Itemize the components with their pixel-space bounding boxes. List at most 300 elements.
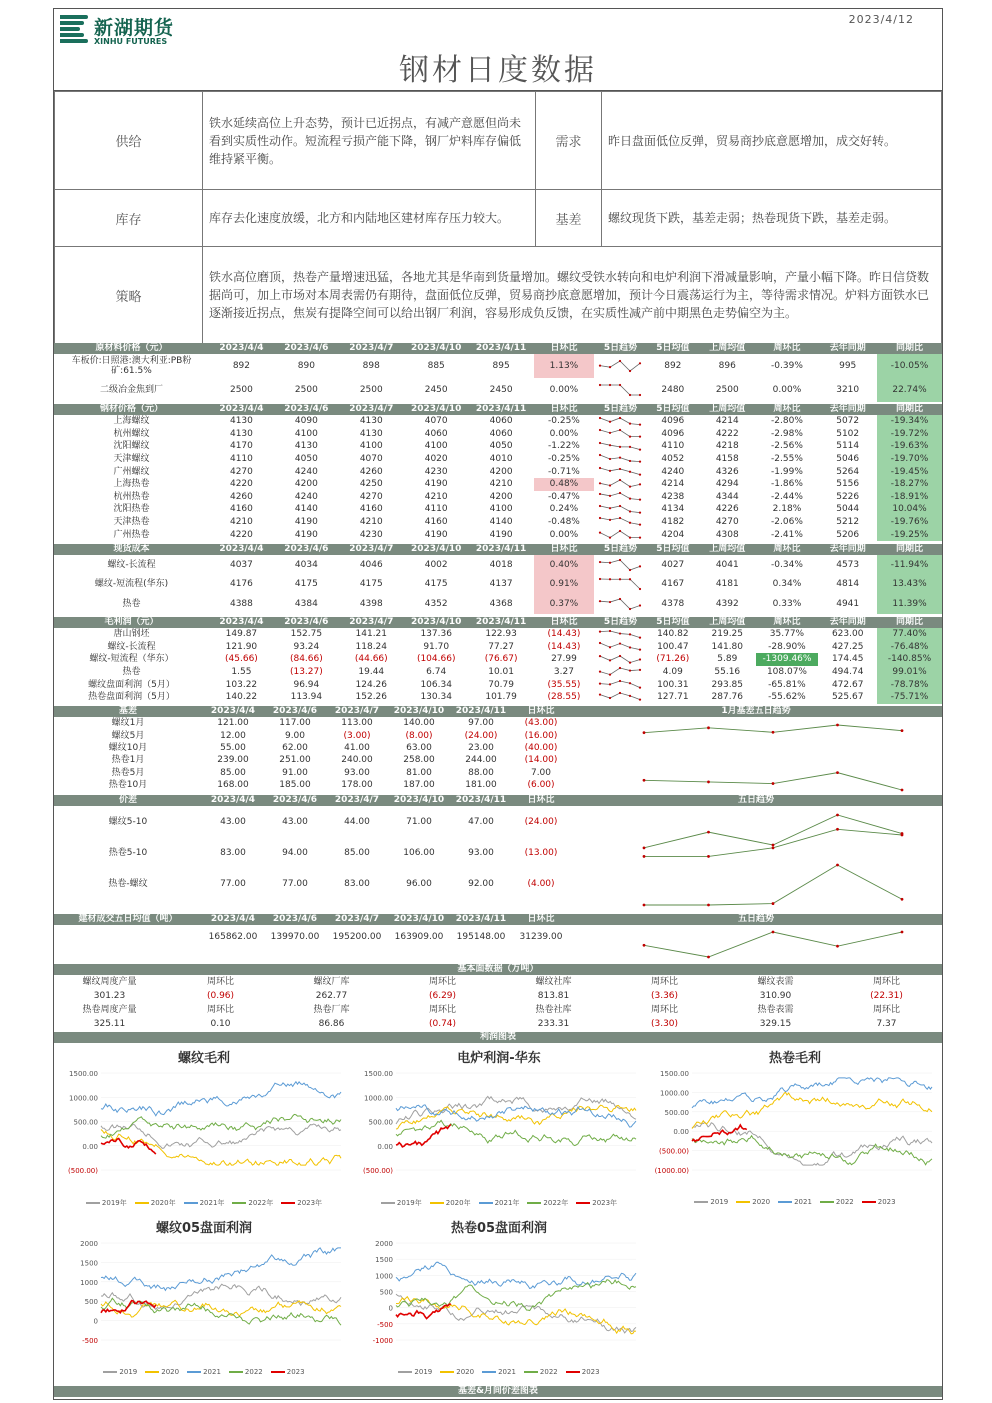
col-header: 2023/4/10 [388,795,450,806]
cell-value: 2500 [715,385,739,395]
cell-value: -2.55% [771,454,803,465]
sparkline-point [629,633,631,635]
trend-point [643,944,646,947]
cell-value: 4090 [294,416,318,427]
cell-value: (40.00) [524,742,558,753]
sparkline-point [599,694,601,696]
cell-value: 77.40% [877,628,942,641]
logo-text-en: XINHU FUTURES [94,37,168,46]
row-label: 杭州螺纹 [113,428,150,439]
trend-point [901,834,904,837]
cell-value: (3.00) [343,730,371,741]
col-header: 2023/4/11 [469,404,534,415]
cell-value: 10.04% [877,503,942,516]
legend-item [479,1198,520,1208]
y-tick-label: (1000.00) [654,1167,689,1175]
cell-value: 113.94 [290,692,323,703]
fundamentals-title: 基本面数据（万吨） [54,964,942,975]
trend-point [901,931,904,934]
cell-value: (35.55) [547,679,581,690]
sparkline-point [599,578,601,580]
col-header: 2023/4/4 [209,544,274,555]
col-header: 2023/4/11 [450,914,512,925]
trend-point [772,902,775,905]
cell-value: 4158 [715,454,739,465]
supply-label: 供给 [55,92,203,190]
y-tick-label: 1000.00 [364,1094,393,1103]
col-header: 2023/4/6 [274,404,339,415]
chart-legend [650,1198,940,1206]
spread-trend-chart [604,809,942,911]
trend-point [836,864,839,867]
trend-point [901,898,904,901]
legend-swatch [862,1201,876,1203]
cell-value: 4214 [715,416,739,427]
cell-value: 11.39% [877,594,942,614]
sparkline-point [639,565,641,567]
cell-value: 472.67 [831,679,864,690]
sparkline-point [609,458,611,460]
cell-value: 77.00 [220,878,246,889]
cell-value: 0.00% [549,529,579,540]
cell-value: -11.94% [877,555,942,575]
sparkline-point [619,445,621,447]
profit-series-line [692,1092,932,1128]
cell-value: 4018 [489,559,513,570]
legend-item [271,1368,305,1376]
legend-item [229,1368,263,1376]
cell-value: 4226 [715,504,739,515]
cell-value: 周环比 [428,977,456,987]
cell-value: -0.47% [548,491,580,502]
y-tick-label: (500.00) [68,1167,98,1175]
cell-value: 2450 [489,385,513,395]
sparkline-point [619,692,621,694]
cell-value: 4010 [489,454,513,465]
legend-label: 2021年 [494,1199,520,1207]
sparkline-point [639,448,641,450]
cell-value: 4110 [229,454,253,465]
cell-value: 4134 [661,504,685,515]
cell-value: 101.79 [485,692,517,703]
y-tick-label: 0 [93,1317,98,1326]
sparkline-line [600,560,640,570]
trend-line [644,773,902,790]
cell-value: 热卷社库 [535,1005,572,1015]
cell-value: 4167 [661,579,685,590]
y-tick-label: (500.00) [363,1167,393,1175]
sparkline-point [629,471,631,473]
trend-sparkline [598,383,642,397]
col-header: 2023/4/7 [339,343,404,354]
legend-label: 2021年 [199,1199,225,1207]
cell-value: 4218 [715,441,739,452]
cell-value: 5114 [836,441,860,452]
sparkline-point [619,559,621,561]
row-label: 天津热卷 [113,517,150,528]
five-day-trend [594,691,646,704]
col-header: 周环比 [756,343,819,354]
trend-point [707,726,710,729]
sparkline-point [639,686,641,688]
sparkline-line [600,599,640,609]
col-header: 2023/4/7 [339,544,404,555]
col-header: 基差 [54,706,202,717]
row-label: 螺纹盘面利润（5月） [88,679,175,690]
chart-legend [354,1368,644,1376]
cell-value: 5044 [836,504,860,515]
cell-value: 163909.00 [394,932,444,942]
table-row [54,453,942,466]
row-label: 热卷-螺纹 [108,878,148,889]
col-header: 日环比 [534,404,595,415]
cell-value: 139970.00 [270,932,320,942]
y-tick-label: 1000 [375,1272,393,1281]
sparkline-point [599,429,601,431]
row-label: 螺纹10月 [108,742,148,753]
legend-item [736,1198,770,1206]
five-day-trend [594,503,646,516]
legend-label: 2023 [877,1198,896,1206]
sparkline-point [639,699,641,701]
col-header: 原材料价格（元） [54,343,209,354]
table-row [54,478,942,491]
chart-title: 螺纹毛利 [177,1051,230,1066]
col-header: 2023/4/6 [264,914,326,925]
cell-value: -10.05% [877,354,942,378]
sparkline-point [609,683,611,685]
trend-sparkline [598,516,642,527]
sparkline-point [599,600,601,602]
sparkline-point [629,436,631,438]
trend-point [901,789,904,792]
cell-value: 4100 [359,441,383,452]
row-label: 广州螺纹 [113,466,150,477]
cell-value: 4210 [424,491,448,502]
cell-value: 258.00 [403,755,435,766]
cell-value: -1.99% [771,466,803,477]
cell-value: 4130 [229,428,253,439]
cell-value: 85.00 [344,847,370,858]
col-header: 钢材价格（元） [54,404,209,415]
sparkline-point [609,578,611,580]
col-header: 去年同期 [818,404,877,415]
cell-value: -75.71% [877,691,942,704]
cell-value: 99.01% [877,666,942,679]
legend-swatch [187,1371,201,1373]
profit-chart [59,1047,349,1212]
profit-series-line [396,1297,636,1334]
legend-label: 2019年 [101,1199,127,1207]
col-header: 上周均值 [699,544,756,555]
cell-value: 4941 [836,598,860,609]
row-label: 上海螺纹 [113,416,150,427]
cell-value: 262.77 [315,991,348,1001]
cell-value: 4130 [294,441,318,452]
y-tick-label: 500.00 [73,1118,98,1127]
profit-chart-title: 利润图表 [54,1032,942,1043]
table-row [54,989,942,1003]
sparkline-point [629,510,631,512]
cell-value: 热卷周度产量 [82,1005,137,1015]
col-header: 同期比 [877,404,942,415]
cell-value: 43.00 [282,816,308,827]
col-header: 2023/4/4 [209,343,274,354]
trend-point [772,782,775,785]
cell-value: 93.00 [468,847,494,858]
cell-value: 4160 [424,517,448,528]
cell-value: 4200 [294,479,318,490]
sparkline-point [639,394,641,396]
cell-value: 周环比 [872,1005,900,1015]
sparkline-point [629,486,631,488]
logo-text-cn: 新湖期货 [94,17,175,39]
cell-value: 4384 [294,598,318,609]
cell-value: 106.00 [403,847,435,858]
trend-point [643,855,646,858]
volume-trend-chart [604,928,942,961]
col-header: 5日趋势 [594,343,646,354]
cell-value: 4190 [424,529,448,540]
cell-value: 4034 [294,559,318,570]
profit-chart [354,1047,644,1212]
cell-value: 140.82 [657,629,689,640]
trend-chart-title: 五日趋势 [570,914,942,925]
legend-item [440,1368,474,1376]
cell-value: 152.26 [355,692,388,703]
cell-value: 70.79 [488,679,514,690]
basis-text: 螺纹现货下跌，基差走弱；热卷现货下跌，基差走弱。 [602,190,942,247]
cell-value: (4.00) [527,878,555,889]
legend-swatch [271,1371,285,1373]
strategy-label: 策略 [55,247,203,344]
cell-value: 130.34 [420,692,452,703]
sparkline-point [609,444,611,446]
row-label: 螺纹5月 [111,730,145,741]
col-header: 5日趋势 [594,404,646,415]
row-label: 螺纹-短流程（华东） [89,654,174,665]
cell-value: 4160 [359,504,383,515]
row-label: 沈阳螺纹 [113,441,150,452]
cell-value: 23.00 [468,742,494,753]
legend-swatch [86,1202,100,1204]
cell-value: -2.41% [771,529,803,540]
trend-sparkline [598,504,642,515]
raw-material-table [54,343,942,402]
col-header: 现货成本 [54,544,209,555]
cell-value: 63.00 [406,742,432,753]
steel-price-table [54,404,942,541]
cell-value: 325.11 [93,1019,126,1029]
cell-value: 4046 [359,559,383,570]
sparkline-point [609,646,611,648]
cell-value: 97.00 [468,718,494,729]
row-label: 热卷5月 [111,767,145,778]
cell-value: 螺纹周度产量 [82,977,137,987]
trend-point [643,904,646,907]
trend-sparkline [598,597,642,611]
cell-value: -1.22% [548,441,580,452]
cell-value: 91.00 [282,767,308,778]
sparkline-point [619,468,621,470]
cell-value: 4070 [359,454,383,465]
cell-value: 178.00 [341,780,373,791]
table-row [54,594,942,614]
cell-value: 47.00 [468,816,494,827]
row-label [54,925,202,949]
sparkline-point [599,454,601,456]
sparkline-point [629,578,631,580]
col-header: 日环比 [534,544,595,555]
cell-value: 4200 [489,466,513,477]
cell-value: 2450 [424,385,448,395]
cell-value: 149.87 [225,629,258,640]
legend-item [135,1198,176,1208]
y-tick-label: 2000 [80,1240,98,1248]
col-header: 2023/4/10 [404,404,469,415]
cell-value: 热卷厂库 [313,1005,350,1015]
cell-value: 4398 [359,598,383,609]
trend-sparkline [598,577,642,591]
cell-value: 4.09 [662,667,683,678]
cell-value: 165862.00 [208,932,258,942]
cell-value: 4352 [424,598,448,609]
legend-label: 2019 [710,1198,729,1206]
trend-chart-title: 1月基差五日趋势 [570,706,942,717]
cell-value: 898 [362,361,380,371]
col-header: 2023/4/7 [339,617,404,628]
report-date: 2023/4/12 [848,13,914,26]
cell-value: -19.70% [877,453,942,466]
cell-value: 12.00 [220,730,246,741]
legend-label: 2020 [161,1368,180,1376]
sparkline-point [619,457,621,459]
trend-point [772,844,775,847]
y-tick-label: -500 [82,1337,98,1345]
sparkline-point [609,674,611,676]
col-header: 2023/4/4 [209,617,274,628]
cell-value: 7.37 [876,1019,897,1029]
trend-point [836,724,839,727]
sparkline-point [629,695,631,697]
company-logo [60,13,190,49]
col-header: 2023/4/4 [209,404,274,415]
sparkline-point [599,483,601,485]
cell-value: (45.66) [225,654,258,665]
cell-value: 93.24 [293,641,320,652]
sparkline-point [609,561,611,563]
cell-value: -78.78% [877,678,942,691]
cell-value: 4176 [229,579,253,590]
cell-value: (0.96) [206,991,235,1001]
legend-swatch [232,1202,246,1204]
col-header: 日环比 [512,706,570,717]
row-label: 热卷 [122,667,141,678]
cell-value: 4190 [489,529,513,540]
legend-label: 2022 [244,1368,263,1376]
cell-value: 4041 [715,559,739,570]
five-day-trend [594,528,646,541]
cell-value: 4368 [489,598,513,609]
cell-value: 4240 [294,491,318,502]
five-day-trend [594,440,646,453]
sparkline-point [599,517,601,519]
cell-value: (14.00) [524,755,558,766]
sparkline-point [629,394,631,396]
footer-title: 基差&月间价差图表 [54,1386,942,1397]
col-header: 2023/4/6 [274,343,339,354]
legend-label: 2023年 [592,1199,618,1207]
cell-value: 5046 [836,454,860,465]
col-header: 同期比 [877,343,942,354]
row-label: 上海热卷 [113,479,150,490]
col-header: 2023/4/7 [326,914,388,925]
chart-plot [59,1237,349,1364]
sparkline-point [619,429,621,431]
cell-value: 4308 [715,529,739,540]
sparkline-point [609,697,611,699]
sparkline-point [639,658,641,660]
legend-swatch [430,1202,444,1204]
table-row [54,555,942,575]
cell-value: 106.34 [420,679,452,690]
cell-value: 4052 [661,454,685,465]
legend-item [398,1368,432,1376]
trend-point [707,855,710,858]
legend-swatch [482,1371,496,1373]
cell-value: 141.21 [355,629,388,640]
sparkline-point [629,460,631,462]
cell-value: 4070 [424,416,448,427]
sparkline-point [639,484,641,486]
cell-value: 92.00 [468,878,494,889]
cell-value: 31239.00 [519,932,563,942]
cell-value: 71.00 [406,816,432,827]
col-header: 上周均值 [699,404,756,415]
cell-value: 41.00 [344,742,370,753]
sparkline-point [639,524,641,526]
table-row [54,440,942,453]
sparkline-point [639,362,641,364]
cell-value: 3.27 [553,667,574,678]
cell-value: 0.24% [549,504,579,515]
cell-value: 4250 [359,479,383,490]
cell-value: 813.81 [537,991,570,1001]
cell-value: 5156 [836,479,860,490]
cell-value: 4230 [359,529,383,540]
col-header: 2023/4/10 [404,544,469,555]
col-header: 2023/4/4 [202,706,264,717]
cell-value: (22.31) [870,991,903,1001]
cell-value: 233.31 [537,1019,570,1029]
cell-value: 2500 [294,385,318,395]
table-row [54,354,942,378]
cell-value: 83.00 [220,847,246,858]
cell-value: (14.43) [547,641,581,652]
trend-point [772,931,775,934]
cell-value: 4270 [715,517,739,528]
legend-item [232,1198,273,1208]
cell-value: 117.00 [279,718,311,729]
legend-swatch [440,1371,454,1373]
sparkline-point [599,682,601,684]
cell-value: 4100 [294,428,318,439]
trend-sparkline [598,629,642,640]
cell-value: 4294 [715,479,739,490]
cell-value: 4260 [229,491,253,502]
cell-value: 4110 [661,441,685,452]
trend-sparkline [598,466,642,477]
